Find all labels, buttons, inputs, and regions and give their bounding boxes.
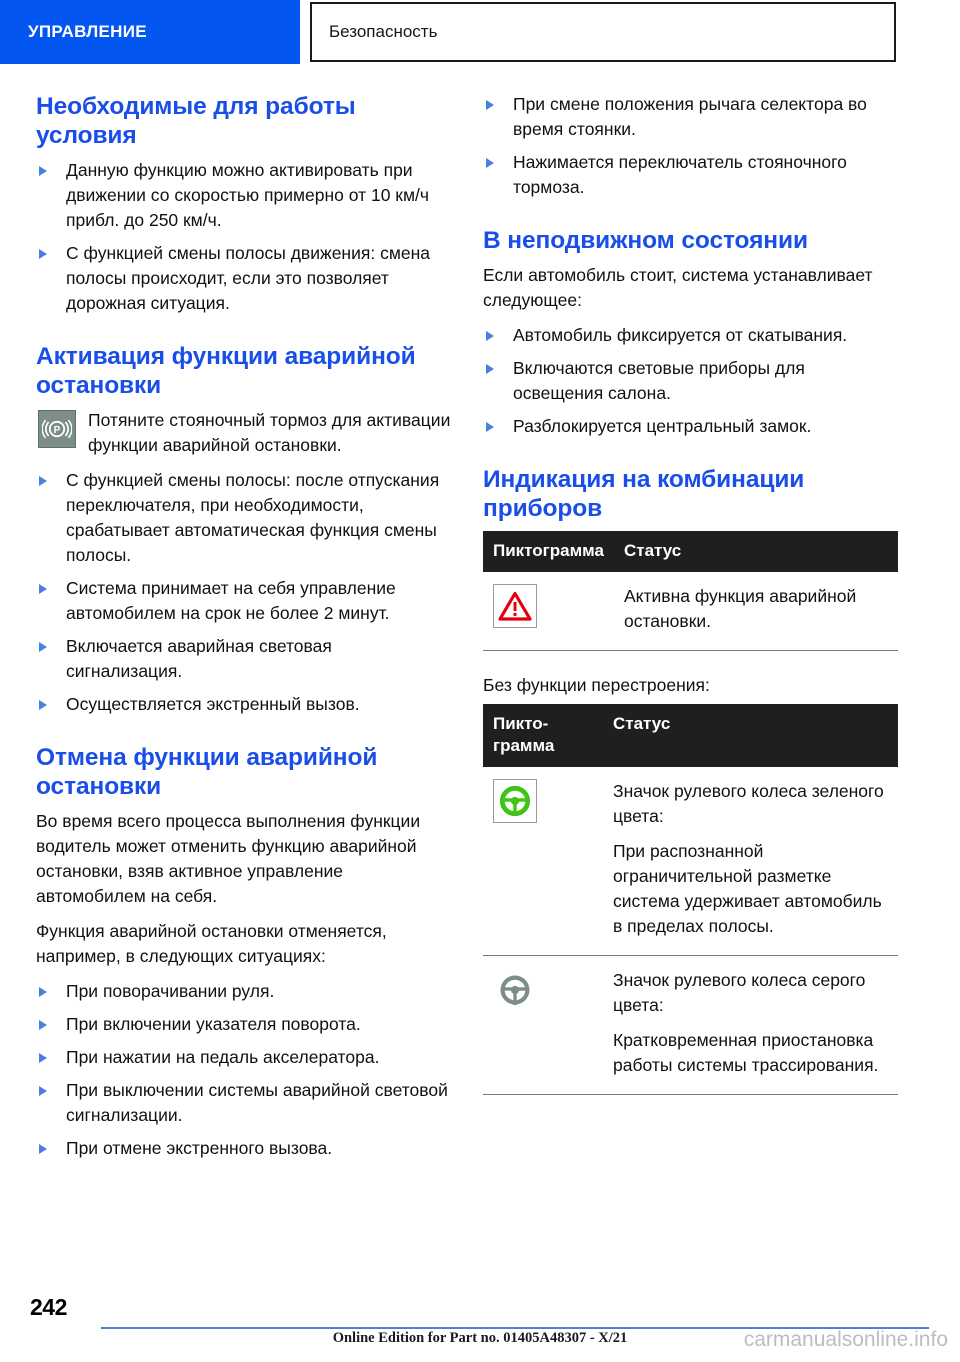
list-item bbox=[36, 1012, 451, 1037]
list-item bbox=[483, 150, 898, 200]
table-head bbox=[483, 531, 898, 572]
parking-brake-icon bbox=[38, 410, 76, 448]
column-header-pictogram: Пиктограмма bbox=[483, 531, 614, 572]
cancel-paragraph-1: Во время всего процесса выполнения функции водитель может отменить функцию аварийной остановки, взяв активное управление автомобилем на себя. bbox=[36, 811, 421, 906]
caption-without-lane-change: Без функции перестроения: bbox=[483, 675, 710, 695]
site-watermark: carmanualsonline.info bbox=[743, 1328, 948, 1351]
list-item-text: При нажатии на педаль акселератора. bbox=[66, 1047, 380, 1067]
status-text: При распознанной ограничительной разметке система удерживает автомобиль в пределах полосы. bbox=[613, 841, 882, 936]
triangle-bullet-icon bbox=[39, 249, 47, 259]
table-row bbox=[483, 767, 898, 956]
page-footer bbox=[0, 1290, 960, 1362]
triangle-bullet-icon bbox=[486, 158, 494, 168]
list-item bbox=[483, 323, 898, 348]
list-item-text: Автомобиль фиксируется от скатывания. bbox=[513, 325, 848, 345]
list-item-text: Осуществляется экстренный вызов. bbox=[66, 694, 360, 714]
list-item bbox=[36, 241, 451, 316]
list-item bbox=[483, 414, 898, 439]
triangle-bullet-icon bbox=[39, 700, 47, 710]
status-text: Активна функция аварийной остановки. bbox=[623, 586, 857, 631]
triangle-bullet-icon bbox=[486, 331, 494, 341]
status-table-secondary bbox=[483, 704, 898, 1095]
pictogram-cell bbox=[483, 572, 614, 651]
triangle-bullet-icon bbox=[39, 1086, 47, 1096]
table-header-row bbox=[483, 531, 898, 572]
column-header-pictogram-line1: Пикто- bbox=[493, 714, 549, 733]
table-row bbox=[483, 572, 898, 651]
list-item-text: При поворачивании руля. bbox=[66, 981, 275, 1001]
list-item bbox=[36, 634, 451, 684]
list-item bbox=[36, 576, 451, 626]
header-section-label: Безопасность bbox=[329, 22, 438, 41]
status-cell bbox=[603, 767, 898, 956]
triangle-bullet-icon bbox=[39, 166, 47, 176]
triangle-bullet-icon bbox=[39, 476, 47, 486]
heading-instrument-cluster: Индикация на комбинации приборов bbox=[483, 466, 805, 522]
heading-activation: Активация функции аварийной остановки bbox=[36, 343, 416, 399]
list-item-text: Разблокируется центральный замок. bbox=[513, 416, 812, 436]
bullet-list-cancel-situations-cont bbox=[483, 92, 898, 200]
list-item bbox=[483, 356, 898, 406]
list-item-text: При выключении системы аварийной световой сигнализации. bbox=[66, 1080, 448, 1125]
cancel-paragraph-2: Функция аварийной остановки отменяется, например, в следующих ситуациях: bbox=[36, 921, 387, 966]
list-item-text: С функцией смены полосы: после отпускания переключателя, при необходимости, срабатывает автоматическая функция смены полосы. bbox=[66, 470, 440, 565]
list-item bbox=[36, 979, 451, 1004]
activation-instruction-text: Потяните стояночный тормоз для активации функции аварийной остановки. bbox=[88, 410, 451, 455]
status-cell bbox=[614, 572, 898, 651]
bullet-list-activation bbox=[36, 468, 451, 717]
bullet-list-cancel-situations bbox=[36, 979, 451, 1161]
svg-text:P: P bbox=[53, 425, 61, 437]
list-item-text: Данную функцию можно активировать при движении со скоростью примерно от 10 км/ч прибл. до 250 км/ч. bbox=[66, 160, 429, 230]
steering-wheel-green-icon bbox=[493, 779, 537, 823]
triangle-bullet-icon bbox=[39, 584, 47, 594]
header-chapter-label: УПРАВЛЕНИЕ bbox=[28, 22, 147, 41]
list-item bbox=[36, 692, 451, 717]
table-body bbox=[483, 572, 898, 651]
triangle-bullet-icon bbox=[486, 364, 494, 374]
triangle-bullet-icon bbox=[486, 422, 494, 432]
page-header bbox=[0, 0, 960, 64]
list-item-text: Включается аварийная световая сигнализация. bbox=[66, 636, 332, 681]
list-item bbox=[483, 92, 898, 142]
column-header-status: Статус bbox=[603, 704, 898, 767]
page-number: 242 bbox=[30, 1294, 67, 1320]
column-header-pictogram-line2: грамма bbox=[493, 736, 555, 755]
list-item bbox=[36, 158, 451, 233]
triangle-bullet-icon bbox=[39, 1020, 47, 1030]
triangle-bullet-icon bbox=[39, 987, 47, 997]
list-item-text: При смене положения рычага селектора во время стоянки. bbox=[513, 94, 867, 139]
heading-cancel: Отмена функции аварийной остановки bbox=[36, 744, 378, 800]
triangle-bullet-icon bbox=[39, 1144, 47, 1154]
triangle-bullet-icon bbox=[39, 642, 47, 652]
status-text: Значок рулевого колеса серого цвета: bbox=[613, 970, 866, 1015]
list-item-text: Включаются световые приборы для освещения салона. bbox=[513, 358, 805, 403]
header-chapter-tab[interactable] bbox=[0, 0, 300, 64]
table-body bbox=[483, 767, 898, 1095]
header-section-tab[interactable] bbox=[310, 2, 896, 62]
list-item-text: При отмене экстренного вызова. bbox=[66, 1138, 333, 1158]
list-item-text: Система принимает на себя управление автомобилем на срок не более 2 минут. bbox=[66, 578, 396, 623]
table-header-row bbox=[483, 704, 898, 767]
bullet-list-operating-conditions bbox=[36, 158, 451, 316]
column-header-status: Статус bbox=[614, 531, 898, 572]
pictogram-cell bbox=[483, 767, 603, 956]
triangle-bullet-icon bbox=[39, 1053, 47, 1063]
left-column bbox=[36, 92, 451, 1169]
status-cell bbox=[603, 956, 898, 1095]
list-item bbox=[36, 1078, 451, 1128]
right-column bbox=[483, 92, 898, 1095]
footer-edition-text: Online Edition for Part no. 01405A48307 - X/21 bbox=[332, 1330, 628, 1346]
heading-operating-conditions: Необходимые для работы условия bbox=[36, 93, 356, 149]
list-item bbox=[36, 1045, 451, 1070]
status-table-primary bbox=[483, 531, 898, 651]
list-item bbox=[36, 468, 451, 568]
warning-triangle-icon bbox=[493, 584, 537, 628]
list-item-text: Нажимается переключатель стояночного тормоза. bbox=[513, 152, 847, 197]
triangle-bullet-icon bbox=[486, 100, 494, 110]
table-head bbox=[483, 704, 898, 767]
column-header-pictogram bbox=[483, 704, 603, 767]
bullet-list-stationary bbox=[483, 323, 898, 439]
list-item-text: При включении указателя поворота. bbox=[66, 1014, 361, 1034]
table-row bbox=[483, 956, 898, 1095]
stationary-paragraph: Если автомобиль стоит, система устанавливает следующее: bbox=[483, 265, 873, 310]
list-item bbox=[36, 1136, 451, 1161]
status-text: Значок рулевого колеса зеленого цвета: bbox=[613, 781, 884, 826]
list-item-text: С функцией смены полосы движения: смена полосы происходит, если это позволяет дорожная ситуация. bbox=[66, 243, 430, 313]
activation-instruction bbox=[36, 408, 451, 458]
heading-stationary: В неподвижном состоянии bbox=[483, 227, 808, 254]
status-text: Кратковременная приостановка работы системы трассирования. bbox=[613, 1030, 879, 1075]
pictogram-cell bbox=[483, 956, 603, 1095]
steering-wheel-grey-icon bbox=[493, 968, 537, 1012]
